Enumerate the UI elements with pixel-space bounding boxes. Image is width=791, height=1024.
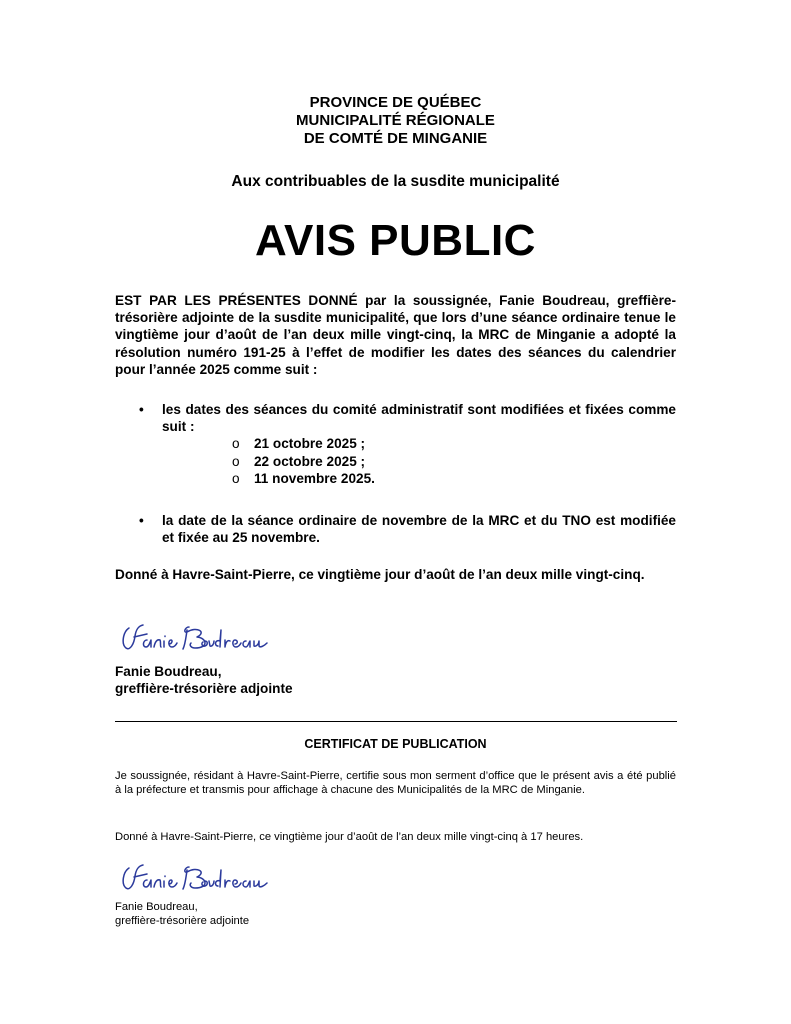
intro-paragraph: EST PAR LES PRÉSENTES DONNÉ par la soussignée, Fanie Boudreau, greffière-trésorière adjointe de la susdite municipalité, que lors d’une séance ordinaire tenue le vingtième jour d’août de l’an deux mille vingt-cinq, la MRC de Minganie a adopté la résolution numéro 191-25 à l’effet de modifier les dates des séances du calendrier pour l’année 2025 comme suit : (115, 293, 676, 377)
certificate-signer-name: Fanie Boudreau, (115, 901, 198, 913)
list-item (162, 470, 676, 487)
header-municipality: MUNICIPALITÉ RÉGIONALE (296, 112, 495, 129)
header-county: DE COMTÉ DE MINGANIE (303, 130, 488, 147)
signer-block (115, 663, 293, 697)
document-header (0, 94, 791, 148)
certificate-paragraph: Je soussignée, résidant à Havre-Saint-Pierre, certifie sous mon serment d’office que le présent avis a été publié à la préfecture et transmis pour affichage à chacune des Municipalités de la MRC de Minganie. (115, 770, 676, 796)
date-item: 21 octobre 2025 ; (254, 436, 366, 452)
signer-role: greffière-trésorière adjointe (115, 681, 293, 697)
list-item (115, 512, 676, 546)
date-sublist (162, 435, 676, 487)
handwritten-signature (117, 618, 307, 658)
certificate-given-at: Donné à Havre-Saint-Pierre, ce vingtième jour d’août de l’an deux mille vingt-cinq à 17 heures. (115, 831, 584, 843)
certificate-signer-role: greffière-trésorière adjointe (115, 915, 250, 927)
list-item (162, 435, 676, 452)
bullet-dot-icon: • (139, 513, 144, 529)
certificate-signer-block (115, 900, 249, 928)
date-item: 11 novembre 2025. (254, 470, 375, 486)
header-province: PROVINCE DE QUÉBEC (309, 94, 482, 111)
section-divider (115, 721, 677, 722)
bullet-text-committee: les dates des séances du comité administratif sont modifiées et fixées comme suit : (162, 402, 676, 435)
circle-bullet-icon: o (232, 470, 240, 486)
bullet-text-november: la date de la séance ordinaire de novembre de la MRC et du TNO est modifiée et fixée au 25 novembre. (162, 513, 676, 546)
handwritten-signature (117, 858, 307, 898)
addressee-line: Aux contribuables de la susdite municipalité (231, 173, 560, 190)
given-at-paragraph: Donné à Havre-Saint-Pierre, ce vingtième jour d’août de l’an deux mille vingt-cinq. (115, 567, 645, 582)
date-item: 22 octobre 2025 ; (254, 453, 366, 469)
bullet-list (115, 401, 676, 546)
circle-bullet-icon: o (232, 453, 240, 469)
bullet-dot-icon: • (139, 402, 144, 417)
list-item (162, 453, 676, 470)
signer-name: Fanie Boudreau, (115, 664, 222, 679)
circle-bullet-icon: o (232, 436, 240, 452)
certificate-title: CERTIFICAT DE PUBLICATION (304, 737, 487, 751)
page-title: AVIS PUBLIC (255, 216, 536, 265)
list-item (115, 401, 676, 487)
